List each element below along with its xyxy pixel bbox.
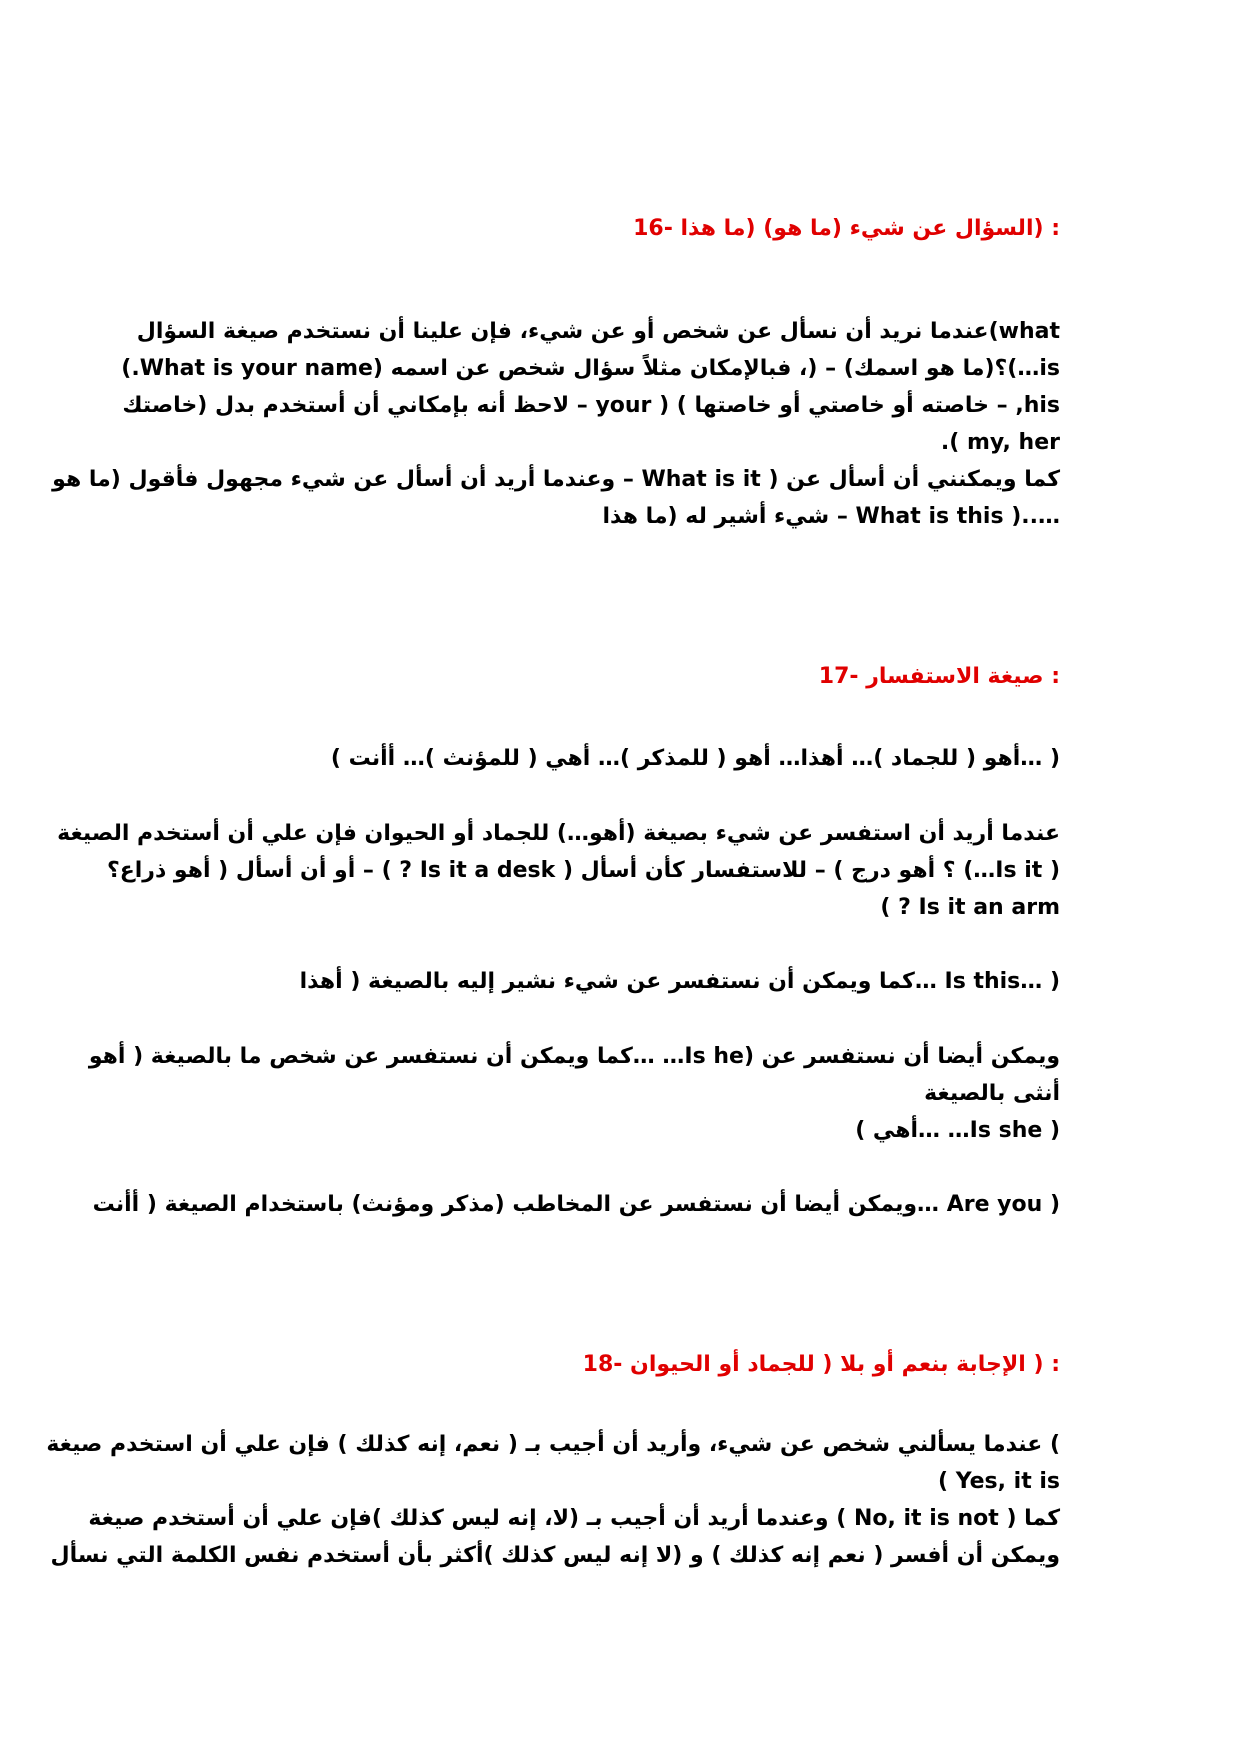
text-line: ويمكن أيضا أن نستفسر عن (Is he… …كما ويمكن أن نستفسر عن شخص ما بالصيغة ( أهو: [88, 1044, 1060, 1069]
section-17-paragraph-3: [180, 963, 1060, 1000]
text-line: ( …أهو ( للجماد )… أهذا… أهو ( للمذكر )… أهي ( للمؤنث )… أأنت ): [330, 746, 1060, 771]
text-line: عندما أريد أن استفسر عن شيء بصيغة (أهو…) للجماد أو الحيوان فإن علي أن أستخدم الصيغة: [57, 821, 1060, 846]
text-line: what)عندما نريد أن نسأل عن شخص أو عن شيء، فإن علينا أن نستخدم صيغة السؤال: [136, 319, 1060, 344]
text-line: كما ويمكنني أن أسأل عن ( What is it – وعندما أريد أن أسأل عن شيء مجهول فأقول (ما هو: [52, 467, 1060, 492]
section-17-paragraph-2: [57, 815, 1060, 926]
section-17-heading: : صيغة الاستفسار -17: [818, 664, 1060, 689]
text-line: كما ( No, it is not ) وعندما أريد أن أجيب بـ (لا، إنه ليس كذلك )فإن علي أن أستخدم صيغة: [88, 1506, 1060, 1531]
section-18-heading: : ( الإجابة بنعم أو بلا ( للجماد أو الحيوان -18: [582, 1352, 1060, 1377]
text-line: ) عندما يسألني شخص عن شيء، وأريد أن أجيب بـ ( نعم، إنه كذلك ) فإن علي أن استخدم صيغة: [46, 1432, 1060, 1457]
section-18-paragraph: [46, 1426, 1060, 1574]
text-line: ( Are you …ويمكن أيضا أن نستفسر عن المخاطب (مذكر ومؤنث) باستخدام الصيغة ( أأنت: [92, 1192, 1060, 1217]
text-line: Yes, it is ): [937, 1469, 1060, 1494]
text-line: ( Is she… …أهي ): [855, 1118, 1060, 1143]
text-line: ( Is it…) ؟ أهو درج ) – للاستفسار كأن أسأل ( Is it a desk ? ) – أو أن أسأل ( أهو ذراع؟: [106, 858, 1060, 883]
section-16-heading: : (السؤال عن شيء (ما هو) (ما هذا -16: [633, 216, 1060, 241]
text-line: Is it an arm ? ): [880, 895, 1060, 920]
text-line: ( …Is this …كما ويمكن أن نستفسر عن شيء نشير إليه بالصيغة ( أهذا: [299, 969, 1060, 994]
text-line: my, her ).: [940, 430, 1060, 455]
section-17-paragraph-1: [180, 740, 1060, 777]
text-line: أنثى بالصيغة: [924, 1081, 1060, 1106]
section-17-paragraph-4: [88, 1038, 1060, 1149]
text-line: is…)؟(ما هو اسمك) – (، فبالإمكان مثلاً سؤال شخص عن اسمه (What is your name.): [121, 356, 1060, 381]
section-17-paragraph-5: [92, 1186, 1060, 1223]
text-line: his, – خاصته أو خاصتي أو خاصتها ) ( your – لاحظ أنه بإمكاني أن أستخدم بدل (خاصتك: [122, 393, 1060, 418]
section-16-paragraph: [52, 313, 1060, 535]
text-line: ويمكن أن أفسر ( نعم إنه كذلك ) و (لا إنه ليس كذلك )أكثر بأن أستخدم نفس الكلمة التي نسأل: [50, 1543, 1060, 1568]
text-line: …..( What is this – شيء أشير له (ما هذا: [602, 504, 1060, 529]
